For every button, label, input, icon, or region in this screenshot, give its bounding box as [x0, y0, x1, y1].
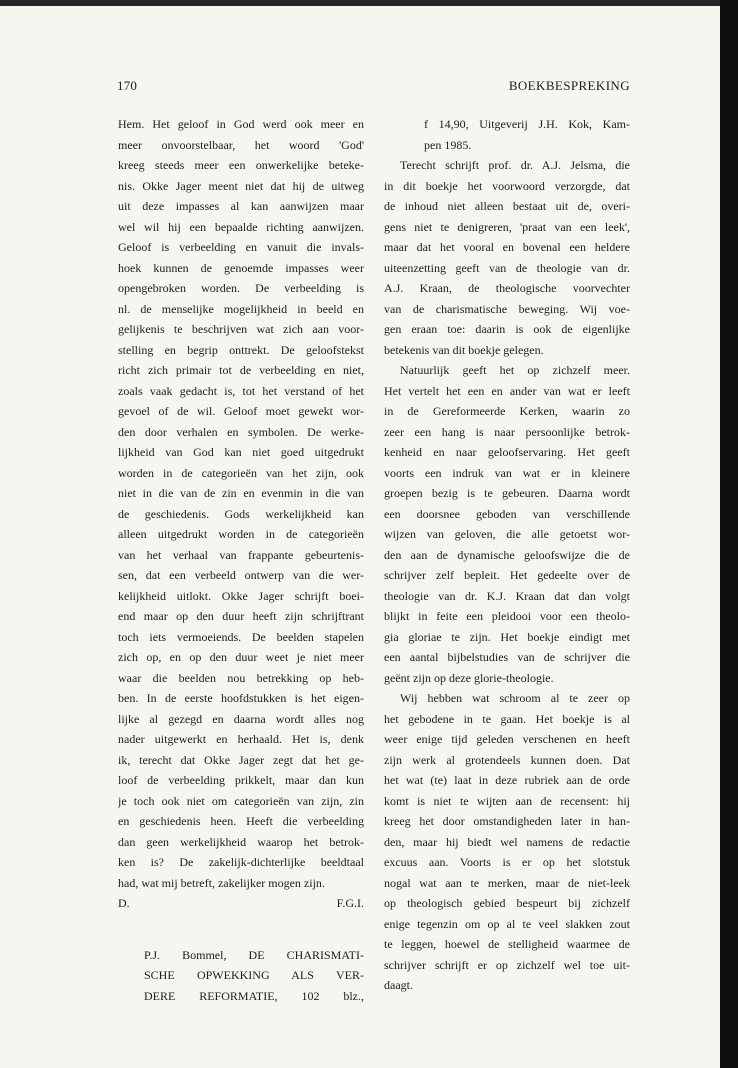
text-line: een doorsnee geboden van verschillende [384, 506, 630, 521]
text-line: enige tegenzin om op al te veel slakken zout [384, 916, 630, 931]
text-line: sen, dat een verbeeld ontwerp van die wer- [118, 568, 364, 582]
text-line: ik, terecht dat Okke Jager zegt dat het ge- [118, 752, 364, 767]
text-line: nader uitgewerkt en herhaald. Het is, denk [118, 732, 364, 746]
text-line: excuus aan. Voorts is er op het slotstuk [384, 855, 630, 869]
text-line: theologie van dr. K.J. Kraan dat dan volgt [384, 588, 630, 603]
running-header: BOEKBESPREKING [508, 78, 630, 93]
text-line: te leggen, hoewel de stelligheid waarmee de [384, 937, 630, 951]
text-line: voorts een indruk van wat er in kleinere [384, 465, 630, 480]
text-line: geënt zijn op deze glorie-theologie. [384, 670, 554, 685]
text-line: in dit boekje het voorwoord verzorgde, dat [384, 178, 630, 193]
text-line: opengebroken worden. De verbeelding is [118, 281, 364, 295]
text-line: den, maar hij biedt wel namens de redactie [384, 834, 630, 849]
text-line: had, wat mij betreft, zakelijker mogen zijn. [118, 875, 325, 890]
text-line: je toch ook niet om categorieën van zijn, zin [118, 793, 364, 808]
text-line: zich op, en op den duur weet je niet meer [118, 650, 364, 664]
text-line: en geschiedenis heen. Heeft die verbeelding [118, 814, 364, 828]
text-line: den door verhalen en symbolen. De werke- [118, 424, 364, 439]
text-line: de geschiedenis. Gods werkelijkheid kan [118, 506, 364, 521]
text-line: uiteenzetting geeft van de theologie van dr. [384, 260, 630, 275]
text-line: wijzen van geloven, die alle getoetst wor- [384, 527, 630, 541]
text-line: f 14,90, Uitgeverij J.H. Kok, Kam- [424, 117, 630, 131]
text-line: betekenis van dit boekje gelegen. [384, 342, 544, 357]
text-line: gelijkenis te beschrijven wat zich aan voor- [118, 322, 364, 336]
right-text-column [384, 114, 630, 996]
text-line: toch iets vermoeiends. De beelden stapelen [118, 629, 364, 644]
text-line: maar dat het vooral en bovenal een heldere [384, 240, 630, 254]
text-line: dan geen werkelijkheid waarop het betrok- [118, 834, 364, 849]
text-line: groepen bezig is te gebeuren. Daarna wordt [384, 486, 630, 500]
text-line: Terecht schrijft prof. dr. A.J. Jelsma, die [400, 158, 630, 172]
text-line: D. F.G.I. [118, 896, 364, 910]
text-line: P.J. Bommel, DE CHARISMATI- [144, 947, 364, 962]
text-line: het wat (te) laat in deze rubriek aan de orde [384, 773, 630, 787]
text-line: Wij hebben wat schroom al te zeer op [400, 691, 630, 705]
text-line: het gebodene in te gaan. Het boekje is al [384, 711, 630, 726]
scan-right-edge [720, 0, 738, 1068]
text-line: den aan de dynamische geloofswijze die de [384, 547, 630, 562]
text-line: pen 1985. [424, 137, 472, 152]
text-line: loof de verbeelding prikkelt, maar dan kun [118, 773, 364, 787]
text-line: kreeg het door omstandigheden later in han- [384, 814, 630, 828]
text-line: op theologisch gebied bespeurt bij zichzelf [384, 896, 630, 910]
text-line: nl. de menselijke mogelijkheid in beeld en [118, 301, 364, 316]
text-line: zeer een hang is naar persoonlijke betrok- [384, 424, 630, 439]
text-line: ben. In de eerste hoofdstukken is het eigen- [118, 691, 364, 705]
text-line: de inhoud niet alleen bestaat uit de, overi- [384, 199, 630, 213]
scan-top-edge [0, 0, 720, 6]
text-line: worden in de categorieën van het zijn, ook [118, 465, 364, 480]
text-line: uit deze impasses al kan aanwijzen maar [118, 199, 364, 213]
text-line: end maar op den duur heeft zijn schrijftrant [118, 609, 364, 623]
text-line: alleen uitgedrukt worden in de categorieën [118, 527, 364, 541]
text-line: Hem. Het geloof in God werd ook meer en [118, 117, 364, 131]
text-line: van het verhaal van frappante gebeurtenis- [118, 547, 364, 562]
text-line: DERE REFORMATIE, 102 blz., [144, 988, 364, 1003]
text-line: richt zich primair tot de verbeelding en niet, [118, 363, 364, 377]
text-line: gens niet te denigreren, 'praat van een leek', [384, 219, 630, 234]
text-line: van de charismatische beweging. Wij voe- [384, 301, 630, 316]
text-line: meer onvoorstelbaar, het woord 'God' [118, 137, 364, 152]
text-line: komt is niet te wijten aan de recensent: hij [384, 793, 630, 808]
text-line: Geloof is verbeelding en vanuit die invals- [118, 240, 364, 254]
text-line: wel wil hij een bepaalde richting aanwijzen. [118, 219, 364, 234]
text-line: lijkheid van God kan niet goed uitgedrukt [118, 445, 364, 459]
text-line: blijkt in feite een pleidooi voor een theolo- [384, 609, 630, 623]
text-line: waar die beelden nou betrekking op heb- [118, 670, 364, 685]
text-line: Natuurlijk geeft het op zichzelf meer. [400, 363, 630, 377]
text-line: zoals vaak gedacht is, tot het verstand of het [118, 383, 364, 398]
text-line: ken is? De zakelijk-dichterlijke beeldtaal [118, 855, 364, 869]
page-number: 170 [117, 78, 138, 93]
text-line: hoek kunnen de genoemde impasses weer [118, 260, 364, 275]
text-line: gevoel of de wil. Geloof moet gewekt wor- [118, 404, 364, 418]
text-line: een aantal bijbelstudies van de schrijver die [384, 650, 630, 664]
text-line: kenheid en naar geloofservaring. Het geeft [384, 445, 630, 459]
text-line: zijn werk al grotendeels kunnen doen. Dat [384, 752, 630, 767]
text-line: SCHE OPWEKKING ALS VER- [144, 968, 364, 982]
text-line: kreeg steeds meer een onwerkelijke beteke- [118, 158, 364, 172]
left-text-column [118, 114, 364, 1006]
text-line: nis. Okke Jager meent niet dat hij de uitweg [118, 178, 364, 193]
text-line: daagt. [384, 978, 413, 992]
text-line: in de Gereformeerde Kerken, waarin zo [384, 404, 630, 418]
text-line: Het vertelt het een en ander van wat er leeft [384, 383, 630, 398]
text-line: gen eraan toe: daarin is ook de eigenlijke [384, 322, 630, 336]
paragraph-spacer [118, 914, 364, 945]
text-line: schrijver zelf bepleit. Het gedeelte over de [384, 568, 630, 582]
text-line: stelling en begrip onttrekt. De geloofstekst [118, 342, 364, 357]
text-line: schrijver schrijft er op zichzelf wel toe uit- [384, 957, 630, 972]
text-line: nogal wat aan te merken, maar de niet-leek [384, 875, 630, 890]
text-line: kelijkheid uitlokt. Okke Jager schrijft boei- [118, 588, 364, 603]
text-line: lijke al gezegd en daarna wordt alles nog [118, 711, 364, 726]
text-line: A.J. Kraan, de theologische voorvechter [384, 281, 630, 295]
text-line: gia gloriae te zijn. Het boekje eindigt met [384, 629, 630, 644]
text-line: weer enige tijd geleden verschenen en heeft [384, 732, 630, 746]
text-line: niet in die van de zin en evenmin in die van [118, 486, 364, 500]
